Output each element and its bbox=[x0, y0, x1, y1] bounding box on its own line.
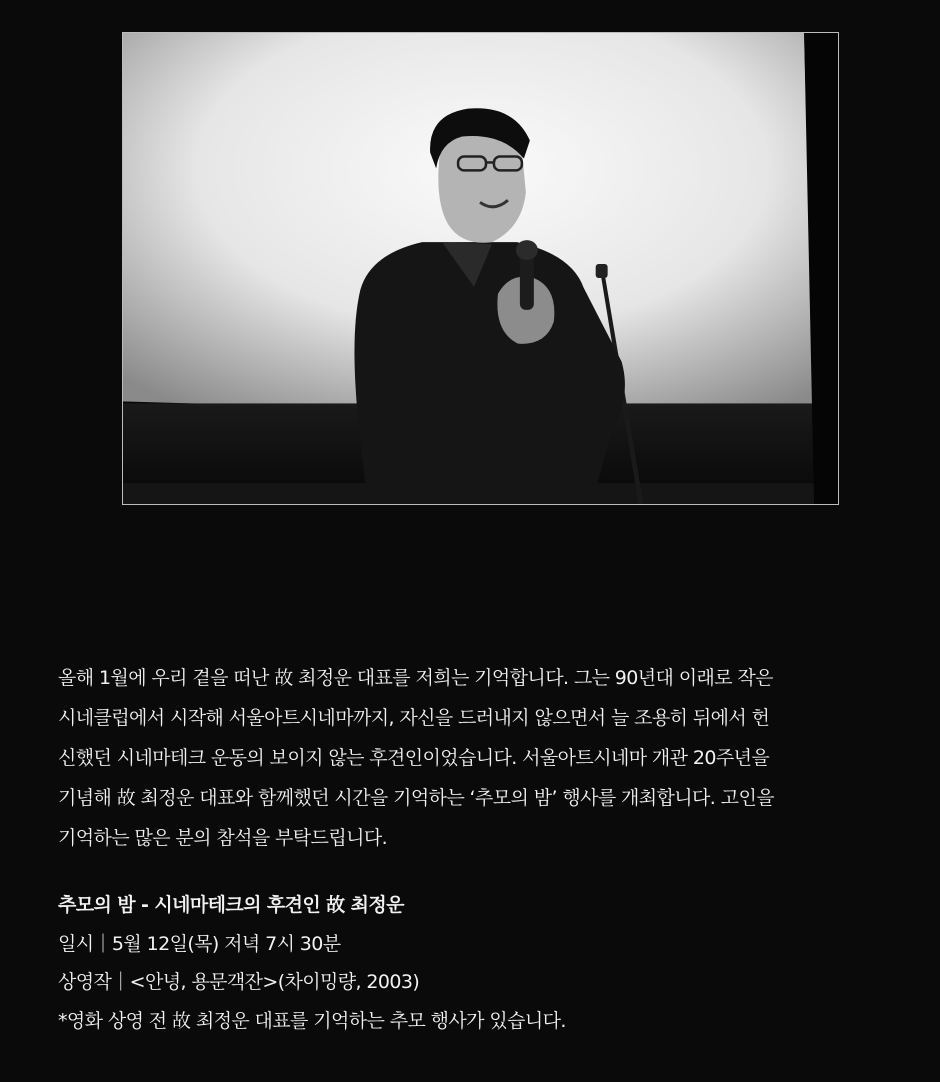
intro-line: 기억하는 많은 분의 참석을 부탁드립니다. bbox=[58, 827, 388, 849]
article-content bbox=[58, 658, 898, 1040]
event-title: 추모의 밤 - 시네마테크의 후견인 故 최정운 bbox=[58, 894, 404, 916]
memorial-photo bbox=[122, 32, 839, 505]
intro-line: 신했던 시네마테크 운동의 보이지 않는 후견인이었습니다. 서울아트시네마 개관 20주년을 bbox=[58, 747, 770, 769]
intro-paragraph bbox=[58, 658, 898, 858]
intro-line: 시네클럽에서 시작해 서울아트시네마까지, 자신을 드러내지 않으면서 늘 조용히 뒤에서 헌 bbox=[58, 707, 770, 729]
event-date: 일시｜5월 12일(목) 저녁 7시 30분 bbox=[58, 932, 341, 955]
event-film: 상영작｜<안녕, 용문객잔>(차이밍량, 2003) bbox=[58, 971, 420, 993]
photo-illustration bbox=[123, 33, 838, 504]
event-note: *영화 상영 전 故 최정운 대표를 기억하는 추모 행사가 있습니다. bbox=[58, 1009, 566, 1032]
event-details bbox=[58, 886, 898, 1040]
intro-line: 올해 1월에 우리 곁을 떠난 故 최정운 대표를 저희는 기억합니다. 그는 90년대 이래로 작은 bbox=[58, 667, 773, 689]
intro-line: 기념해 故 최정운 대표와 함께했던 시간을 기억하는 ‘추모의 밤’ 행사를 개최합니다. 고인을 bbox=[58, 787, 774, 809]
